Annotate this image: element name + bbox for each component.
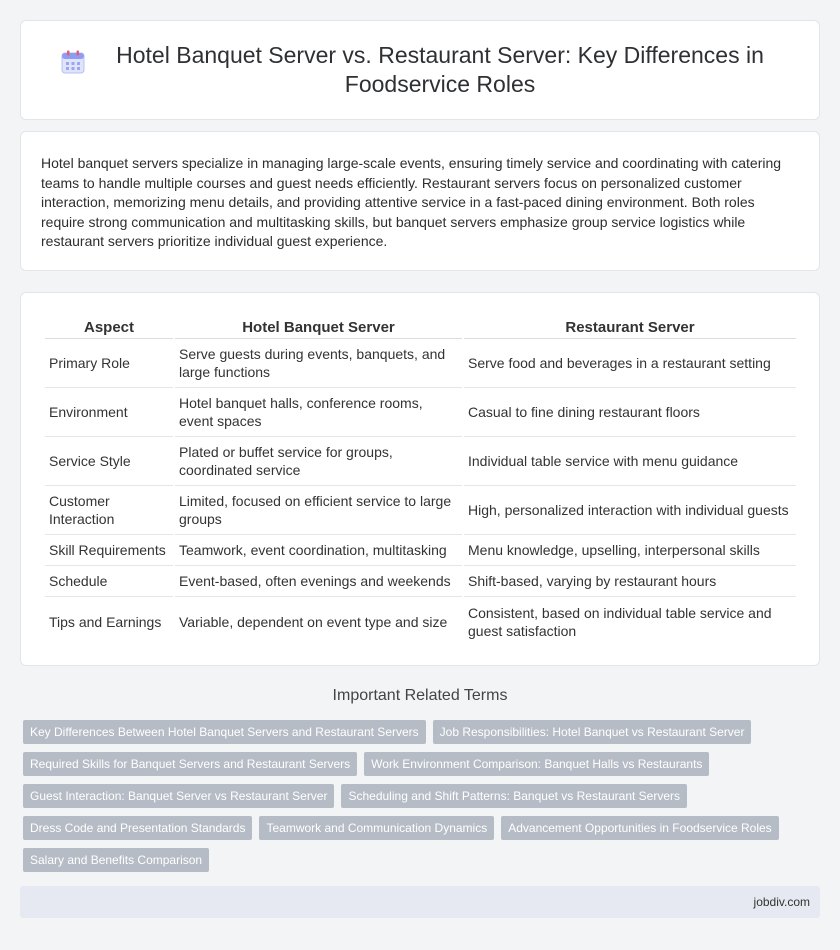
table-cell: High, personalized interaction with individual guests [464,486,796,535]
table-row [45,535,796,566]
column-header-aspect: Aspect [45,311,173,339]
table-row [45,339,796,388]
table-cell: Event-based, often evenings and weekends [175,566,462,597]
footer [20,886,820,918]
related-term-tag[interactable]: Work Environment Comparison: Banquet Halls vs Restaurants [364,752,709,776]
tag-row [23,816,803,840]
table-cell: Serve food and beverages in a restaurant setting [464,339,796,388]
intro-card [20,131,820,271]
tag-row [23,752,803,776]
table-cell: Serve guests during events, banquets, and large functions [175,339,462,388]
page-title: Hotel Banquet Server vs. Restaurant Server: Key Differences in Foodservice Roles [116,42,764,97]
related-term-tag[interactable]: Scheduling and Shift Patterns: Banquet vs Restaurant Servers [341,784,687,808]
table-cell: Variable, dependent on event type and size [179,613,448,630]
tag-row [23,848,803,872]
table-cell: Casual to fine dining restaurant floors [464,388,796,437]
table-cell: Hotel banquet halls, conference rooms, event spaces [175,388,462,437]
title-wrap [60,41,780,99]
table-row [45,566,796,597]
column-header-restaurant-server: Restaurant Server [464,311,796,339]
column-header-banquet-server: Hotel Banquet Server [175,311,462,339]
related-term-tag[interactable]: Advancement Opportunities in Foodservice Roles [501,816,778,840]
related-terms-heading: Important Related Terms [332,687,508,704]
related-term-tag[interactable]: Guest Interaction: Banquet Server vs Restaurant Server [23,784,334,808]
table-cell: Skill Requirements [45,535,173,566]
table-cell: Limited, focused on efficient service to large groups [175,486,462,535]
related-terms-tags [23,720,803,880]
related-term-tag[interactable]: Teamwork and Communication Dynamics [259,816,494,840]
related-term-tag[interactable]: Required Skills for Banquet Servers and Restaurant Servers [23,752,357,776]
related-term-tag[interactable]: Dress Code and Presentation Standards [23,816,252,840]
table-cell: Menu knowledge, upselling, interpersonal skills [464,535,796,566]
comparison-table-card [20,292,820,666]
table-row [45,597,796,646]
table-cell: Customer Interaction [45,486,173,535]
table-header-row [45,311,796,339]
calendar-icon [60,49,86,75]
related-term-tag[interactable]: Job Responsibilities: Hotel Banquet vs Restaurant Server [433,720,752,744]
table-cell: Consistent, based on individual table service and guest satisfaction [468,604,772,639]
table-row [45,437,796,486]
tag-row [23,720,803,744]
table-cell: Environment [45,388,173,437]
table-cell: Shift-based, varying by restaurant hours [464,566,796,597]
title-card [20,20,820,120]
comparison-table [43,311,798,646]
table-cell: Primary Role [45,339,173,388]
related-term-tag[interactable]: Salary and Benefits Comparison [23,848,209,872]
table-cell: Teamwork, event coordination, multitasking [175,535,462,566]
tag-row [23,784,803,808]
footer-site-link[interactable]: jobdiv.com [753,895,810,909]
intro-paragraph: Hotel banquet servers specialize in managing large-scale events, ensuring timely service and coordinating with catering teams to handle multiple courses and guest needs efficiently. Restaurant servers focus on personalized customer interaction, memorizing menu details, and providing attentive service in a fast-paced dining environment. Both roles require strong communication and multitasking skills, but banquet servers emphasize group service logistics while restaurant servers prioritize individual guest experience. [41,155,782,250]
related-term-tag[interactable]: Key Differences Between Hotel Banquet Servers and Restaurant Servers [23,720,426,744]
table-cell: Tips and Earnings [49,613,162,630]
table-row [45,486,796,535]
table-cell: Service Style [45,437,173,486]
table-cell: Plated or buffet service for groups, coordinated service [175,437,462,486]
table-cell: Individual table service with menu guidance [464,437,796,486]
table-cell: Schedule [45,566,173,597]
table-row [45,388,796,437]
